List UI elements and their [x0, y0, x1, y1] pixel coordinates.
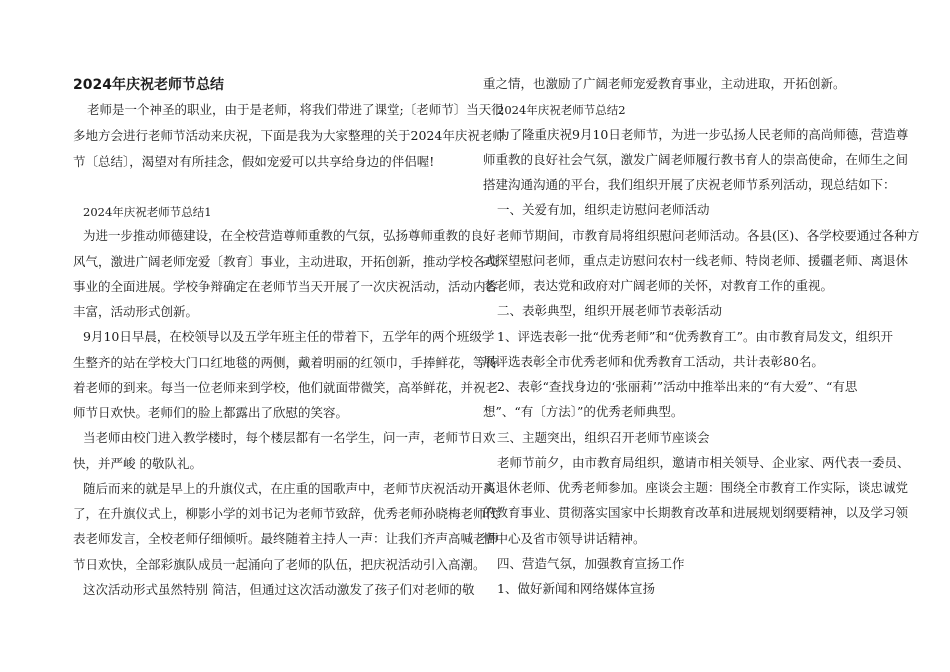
paragraph-line: 表老师发言，全校老师仔细倾听。最终随着主持人一声：让我们齐声高喊老师: [73, 531, 499, 546]
paragraph-line: 2、表彰“查找身边的‘张丽莉’”活动中推举出来的“有大爱”、“有思: [497, 379, 858, 394]
paragraph-line: 展评选表彰全市优秀老师和优秀教育工活动，共计表彰80名。: [483, 354, 824, 369]
paragraph-line: 的教育事业、贯彻落实国家中长期教育改革和进展规划纲要精神，以及学习领: [483, 505, 909, 520]
paragraph-line: 师重教的良好社会气氛，激发广阔老师履行教书育人的崇高使命，在师生之间: [483, 152, 909, 167]
paragraph-line: 老师节前夕，由市教育局组织，邀请市相关领导、企业家、两代表一委员、: [497, 455, 910, 470]
paragraph-line: 这次活动形式虽然特别 简洁，但通过这次活动激发了孩子们对老师的敬: [83, 582, 475, 597]
paragraph-line: 离退休老师、优秀老师参加。座谈会主题：围绕全市教育工作实际，谈忠诚党: [483, 480, 909, 495]
paragraph-line: 1、评选表彰一批“优秀老师”和“优秀教育工”。由市教育局发文，组织开: [497, 329, 894, 344]
paragraph-line: 快，并严峻 的敬队礼。: [73, 456, 202, 471]
section-heading: 2024年庆祝老师节总结2: [497, 103, 626, 117]
paragraph-line: 老老师，表达党和政府对广阔老师的关怀，对教育工作的重视。: [483, 278, 834, 293]
paragraph-line: 节日欢快，全部彩旗队成员一起涌向了老师的队伍，把庆祝活动引入高潮。: [73, 557, 486, 572]
paragraph-line: 为进一步推动师德建设，在全校营造尊师重教的气氛，弘扬尊师重教的良好: [83, 228, 496, 243]
paragraph-line: 搭建沟通沟通的平台，我们组织开展了庆祝老师节系列活动，现总结如下：: [483, 177, 896, 192]
subheading: 三、主题突出，组织召开老师节座谈会: [497, 430, 710, 445]
paragraph-line: 风气，激进广阔老师宠爱〔教育〕事业，主动进取，开拓创新，推动学校各项: [73, 254, 499, 269]
paragraph-line: 9月10日早晨，在校领导以及五学年班主任的带着下，五学年的两个班级学: [83, 329, 495, 344]
paragraph-line: 了，在升旗仪式上，柳影小学的刘书记为老师节致辞，优秀老师孙晓梅老师代: [73, 506, 499, 521]
paragraph-line: 老师节期间，市教育局将组织慰问老师活动。各县(区)、各学校要通过各种方: [497, 228, 920, 243]
subheading: 二、表彰典型，组织开展老师节表彰活动: [497, 303, 723, 318]
paragraph-line: 重之情，也激励了广阔老师宠爱教育事业，主动进取，开拓创新。: [483, 76, 846, 91]
intro-line: 多地方会进行老师节活动来庆祝，下面是我为大家整理的关于2024年庆祝老师: [73, 128, 505, 143]
intro-line: 节〔总结〕，渴望对有所挂念，假如宠爱可以共享给身边的伴侣喔!: [73, 154, 435, 169]
paragraph-line: 生整齐的站在学校大门口红地毯的两侧，戴着明丽的红领巾，手捧鲜花，等待: [73, 355, 499, 370]
paragraph-line: 悟中心及省市领导讲话精神。: [483, 531, 646, 546]
section-heading: 2024年庆祝老师节总结1: [83, 205, 212, 219]
paragraph-line: 想”、“有〔方法〕”的优秀老师典型。: [483, 404, 684, 419]
paragraph-line: 为了隆重庆祝9月10日老师节，为进一步弘扬人民老师的高尚师德，营造尊: [497, 127, 909, 142]
paragraph-line: 着老师的到来。每当一位老师来到学校，他们就面带微笑，高举鲜花，并祝老: [73, 380, 499, 395]
paragraph-line: 1、做好新闻和网络媒体宣扬: [497, 581, 655, 596]
paragraph-line: 式探望慰问老师，重点走访慰问农村一线老师、特岗老师、援疆老师、离退休: [483, 253, 909, 268]
paragraph-line: 师节日欢快。老师们的脸上都露出了欣慰的笑容。: [73, 405, 349, 420]
subheading: 四、营造气氛，加强教育宣扬工作: [497, 556, 685, 571]
paragraph-line: 丰富，活动形式创新。: [73, 304, 199, 319]
paragraph-line: 随后而来的就是早上的升旗仪式，在庄重的国歌声中，老师节庆祝活动开头: [83, 481, 496, 496]
paragraph-line: 事业的全面进展。学校争辩确定在老师节当天开展了一次庆祝活动，活动内容: [73, 279, 499, 294]
document-title: 2024年庆祝老师节总结: [73, 77, 224, 93]
paragraph-line: 当老师由校门进入教学楼时，每个楼层都有一名学生，问一声，老师节日欢: [83, 430, 496, 445]
subheading: 一、关爱有加，组织走访慰问老师活动: [497, 202, 710, 217]
intro-line: 老师是一个神圣的职业，由于是老师，将我们带进了课堂;〔老师节〕当天很: [87, 102, 504, 117]
